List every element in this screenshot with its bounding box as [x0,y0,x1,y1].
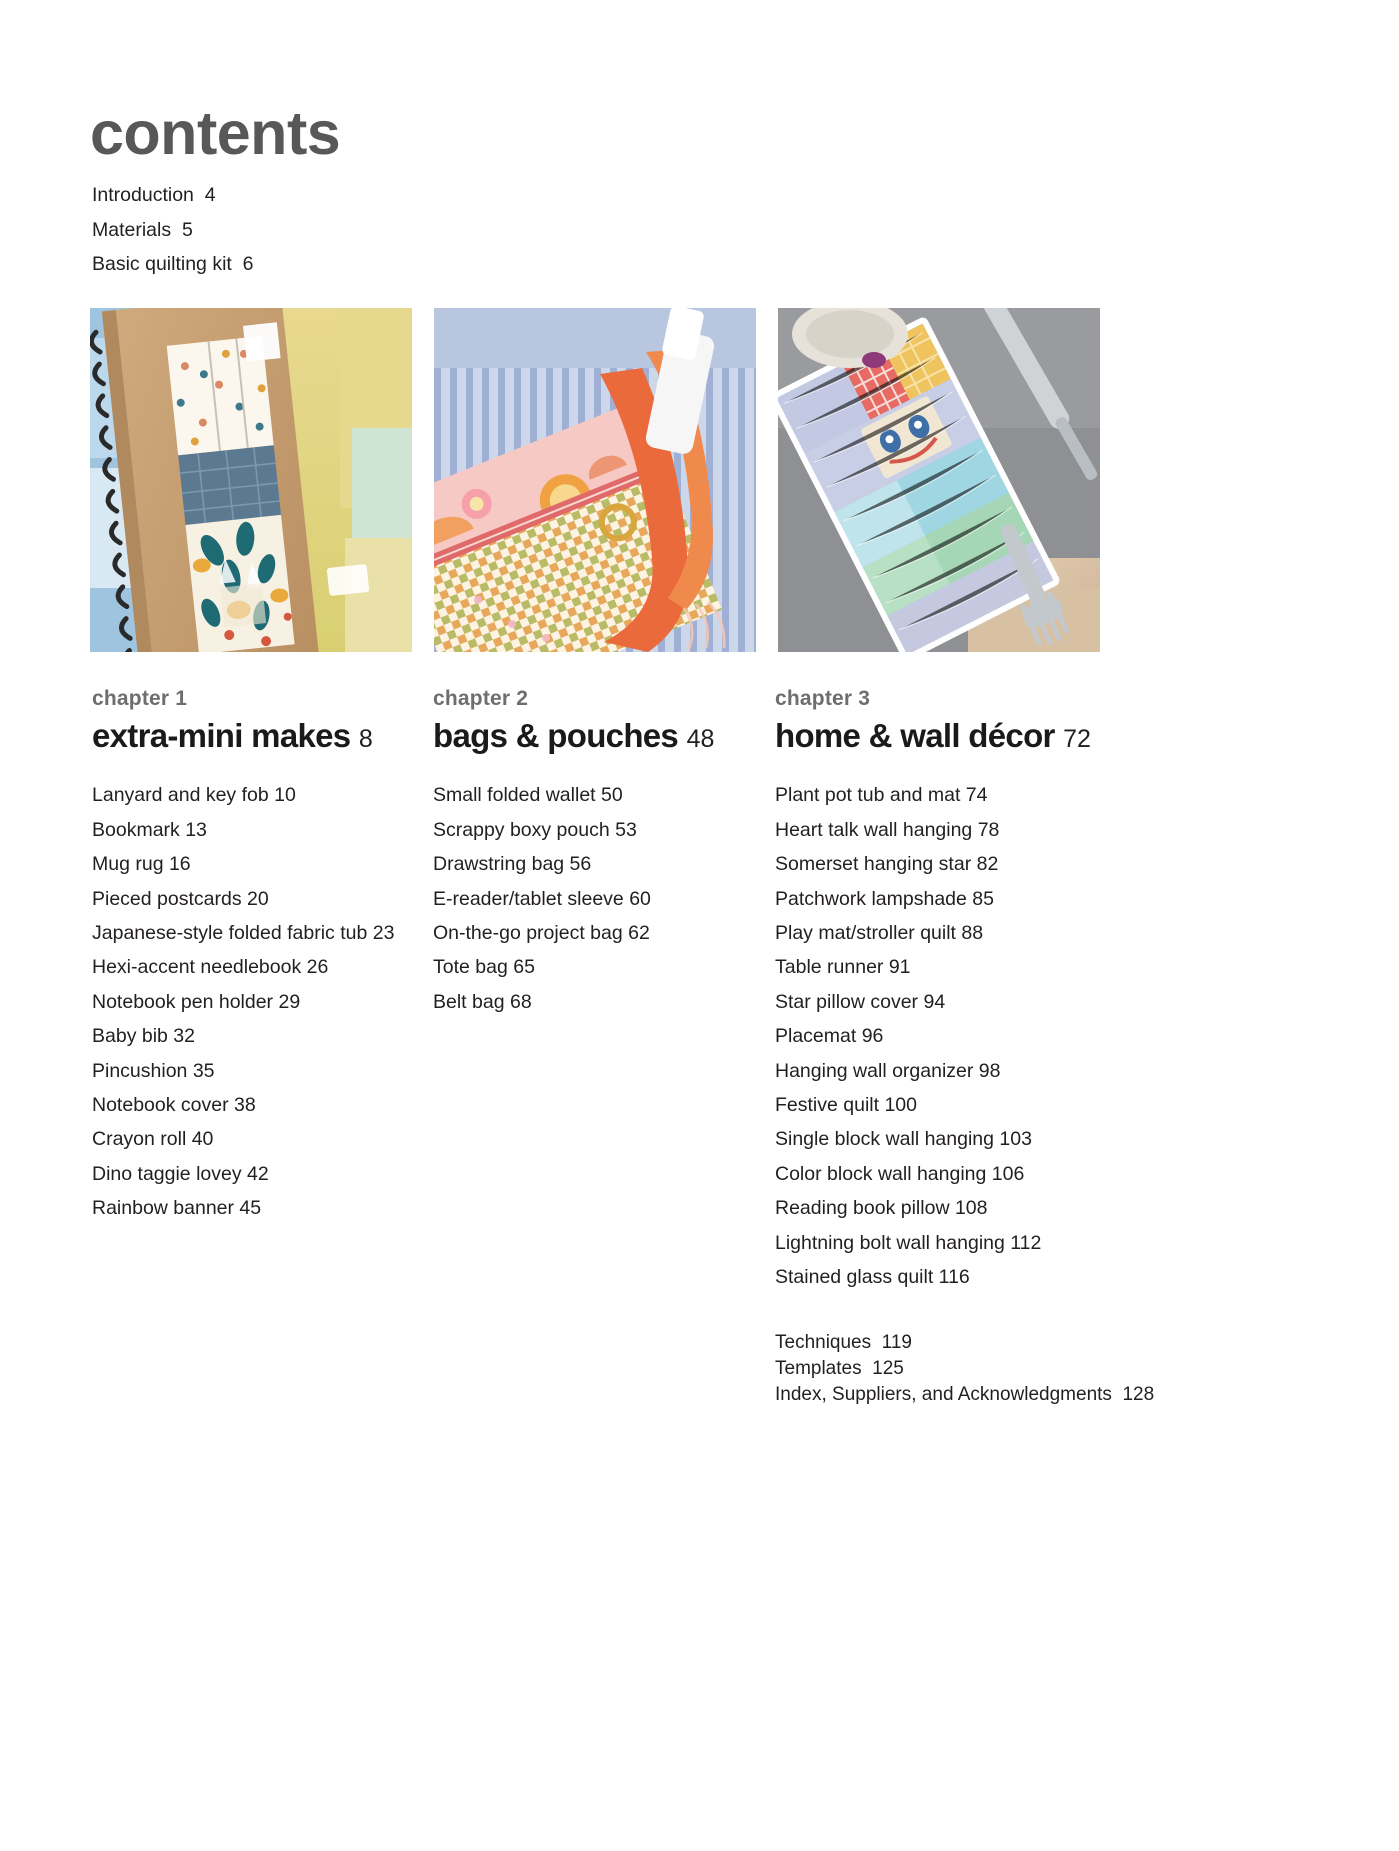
chapter-column-2 [433,688,763,1019]
list-item[interactable]: Play mat/stroller quilt 88 [775,921,984,944]
list-item[interactable]: Table runner 91 [775,956,911,979]
chapter-2-item-list [433,778,763,1019]
page-title: contents [90,98,341,167]
list-item[interactable]: Bookmark 13 [92,818,207,841]
list-item[interactable]: Mug rug 16 [92,853,191,876]
notebook-pen-holder-photo [90,308,412,652]
list-item[interactable]: Baby bib 32 [92,1025,195,1048]
list-item[interactable]: Tote bag 65 [433,956,535,979]
chapter-page-number: 8 [358,725,373,754]
pouches-photo [434,308,756,652]
chapter-1-item-list [92,778,422,1225]
list-item[interactable]: Small folded wallet 50 [433,784,623,807]
list-item[interactable]: Notebook pen holder 29 [92,990,301,1013]
chapter-title [92,716,422,756]
list-item[interactable]: Hexi-accent needlebook 26 [92,956,329,979]
list-item[interactable]: Single block wall hanging 103 [775,1128,1032,1151]
list-item[interactable]: Pincushion 35 [92,1059,215,1082]
list-item[interactable]: Somerset hanging star 82 [775,853,999,876]
chapter-label: chapter 2 [433,687,529,710]
list-item[interactable]: Festive quilt 100 [775,1093,917,1116]
list-item[interactable]: On-the-go project bag 62 [433,921,650,944]
list-item[interactable]: Belt bag 68 [433,990,532,1013]
list-item[interactable]: Color block wall hanging 106 [775,1162,1025,1185]
frontmatter-item: Basic quilting kit 6 [92,253,254,275]
photo-strip [90,308,1110,652]
backmatter-item[interactable]: Techniques 119 [775,1332,912,1354]
backmatter-item[interactable]: Index, Suppliers, and Acknowledgments 128 [775,1384,1155,1406]
list-item[interactable]: Rainbow banner 45 [92,1197,262,1220]
list-item[interactable]: Heart talk wall hanging 78 [775,818,1000,841]
chapter-title-text: home & wall décor [775,717,1055,755]
list-item[interactable]: Drawstring bag 56 [433,853,592,876]
chapter-page-number: 72 [1063,725,1091,754]
list-item[interactable]: Japanese-style folded fabric tub 23 [92,921,395,944]
frontmatter-list [92,178,452,282]
frontmatter-item: Introduction 4 [92,184,216,206]
list-item[interactable]: Patchwork lampshade 85 [775,887,994,910]
chapter-title [775,716,1120,756]
list-item[interactable]: Star pillow cover 94 [775,990,946,1013]
chapter-column-1 [92,688,422,1226]
list-item[interactable]: Lightning bolt wall hanging 112 [775,1231,1042,1254]
list-item[interactable]: Notebook cover 38 [92,1093,256,1116]
list-item[interactable]: Reading book pillow 108 [775,1197,988,1220]
chapter-page-number: 48 [686,725,715,754]
chapter-title [433,716,763,756]
list-item[interactable]: Placemat 96 [775,1025,884,1048]
list-item[interactable]: Lanyard and key fob 10 [92,784,296,807]
list-item[interactable]: Dino taggie lovey 42 [92,1162,269,1185]
chapter-label: chapter 1 [92,687,188,710]
list-item[interactable]: Hanging wall organizer 98 [775,1059,1001,1082]
chapter-column-3 [775,687,1155,1408]
frontmatter-item: Materials 5 [92,218,193,241]
list-item[interactable]: Pieced postcards 20 [92,887,269,910]
placemat-photo [778,308,1100,652]
list-item[interactable]: Scrappy boxy pouch 53 [433,818,637,841]
list-item[interactable]: Stained glass quilt 116 [775,1265,970,1288]
backmatter-item[interactable]: Templates 125 [775,1358,904,1380]
list-item[interactable]: E-reader/tablet sleeve 60 [433,887,651,910]
chapter-title-text: extra-mini makes [92,717,351,755]
chapter-label: chapter 3 [775,687,871,710]
list-item[interactable]: Plant pot tub and mat 74 [775,784,988,807]
backmatter-list [775,1330,1155,1408]
chapter-title-text: bags & pouches [433,717,679,755]
chapter-3-item-list [775,778,1120,1294]
list-item[interactable]: Crayon roll 40 [92,1128,214,1151]
